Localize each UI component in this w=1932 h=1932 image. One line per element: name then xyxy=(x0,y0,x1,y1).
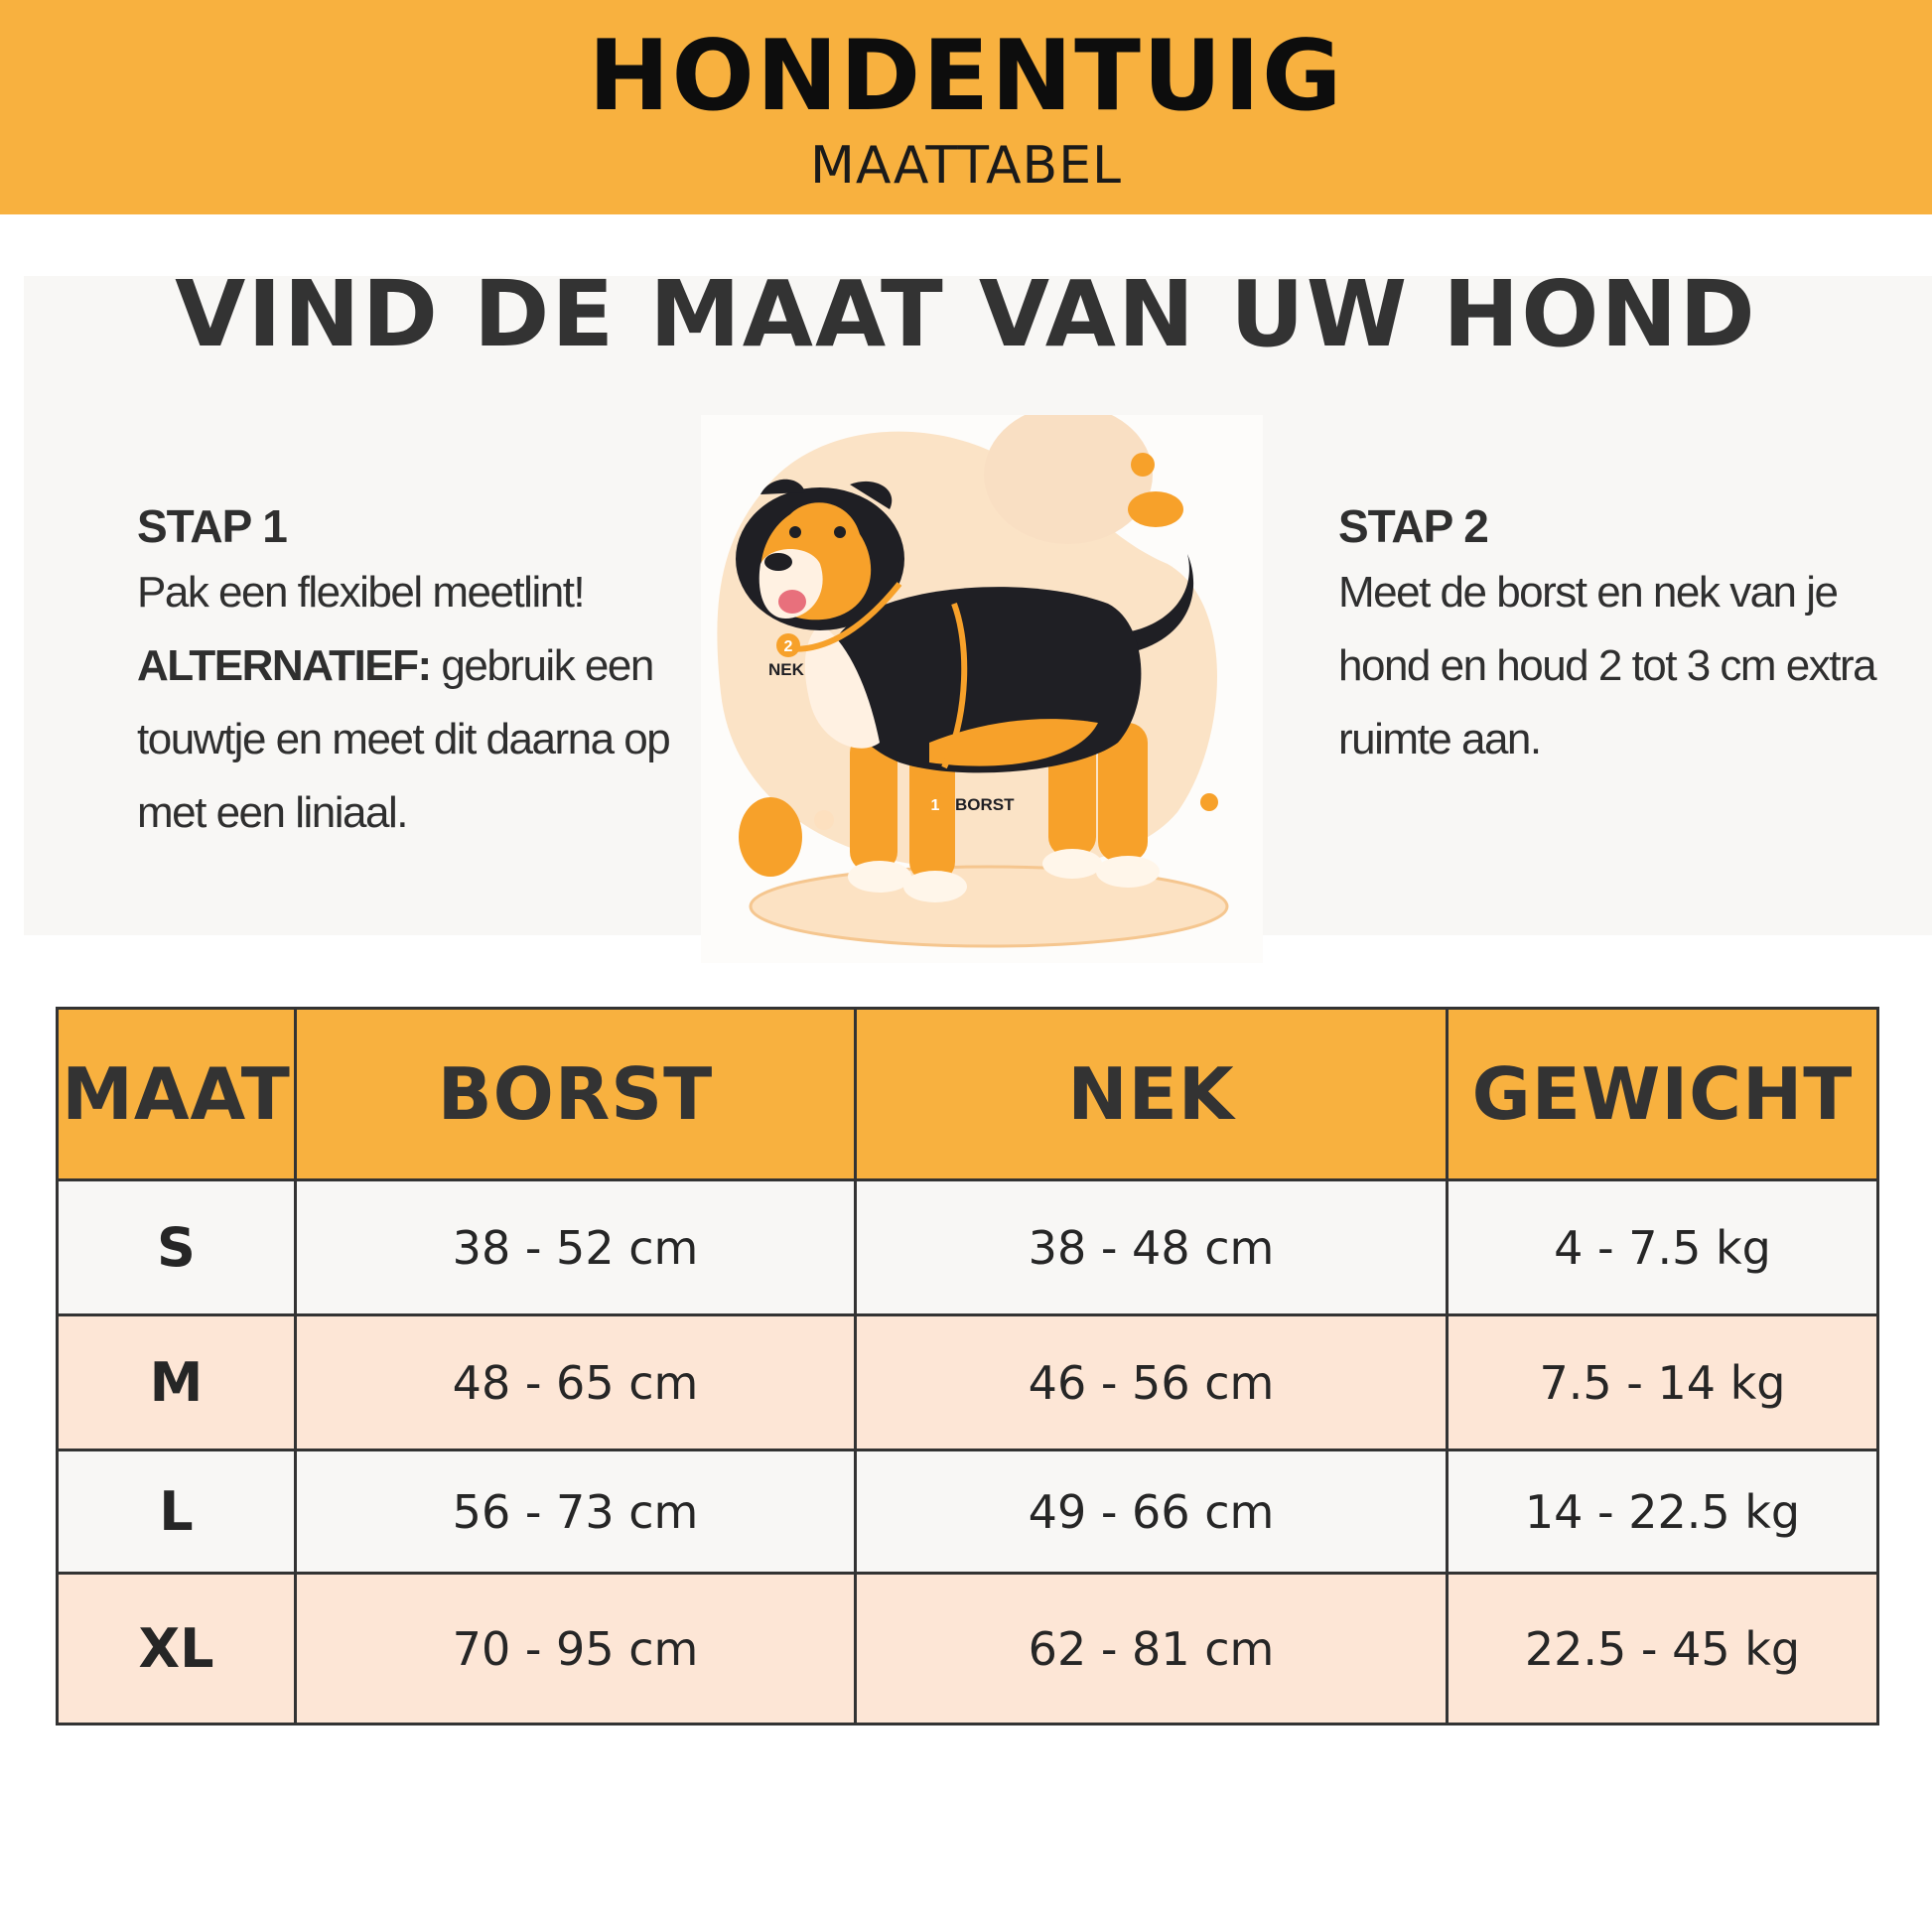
step-1-label: STAP 1 xyxy=(137,500,287,552)
weight-cell: 7.5 - 14 kg xyxy=(1448,1315,1878,1450)
small-dot-right xyxy=(1200,793,1218,811)
step-1 xyxy=(137,496,693,850)
step-2-label: STAP 2 xyxy=(1338,500,1488,552)
step-2-body: Meet de borst en nek van je hond en houd 2 tot 3 cm extra ruimte aan. xyxy=(1338,568,1876,763)
page-subtitle: MAATTABEL xyxy=(809,136,1123,196)
dog-paw xyxy=(903,871,967,902)
weight-cell: 4 - 7.5 kg xyxy=(1448,1180,1878,1315)
size-cell: XL xyxy=(58,1574,296,1725)
chest-cell: 48 - 65 cm xyxy=(296,1315,856,1450)
neck-label: NEK xyxy=(768,660,804,679)
header-banner xyxy=(0,0,1932,214)
neck-cell: 49 - 66 cm xyxy=(856,1450,1448,1574)
dog-eye xyxy=(834,526,846,538)
header-weight: GEWICHT xyxy=(1448,1009,1878,1180)
table-row xyxy=(58,1180,1878,1315)
dog-measurement-illustration xyxy=(701,415,1263,963)
step-1-alt-label: ALTERNATIEF: xyxy=(137,641,431,690)
dog-eye xyxy=(789,526,801,538)
step-2 xyxy=(1338,496,1904,776)
size-table xyxy=(56,1007,1879,1725)
dog-paw xyxy=(1042,849,1102,879)
chest-cell: 38 - 52 cm xyxy=(296,1180,856,1315)
header-chest: BORST xyxy=(296,1009,856,1180)
neck-cell: 46 - 56 cm xyxy=(856,1315,1448,1450)
small-dot xyxy=(814,810,834,830)
dog-paw xyxy=(1096,856,1160,888)
dog-paw xyxy=(848,861,911,893)
neck-cell: 38 - 48 cm xyxy=(856,1180,1448,1315)
size-cell: L xyxy=(58,1450,296,1574)
orange-blob-left xyxy=(739,797,802,877)
header-neck: NEK xyxy=(856,1009,1448,1180)
table-header-row xyxy=(58,1009,1878,1180)
chest-cell: 56 - 73 cm xyxy=(296,1450,856,1574)
table-row xyxy=(58,1450,1878,1574)
step-1-line: Pak een flexibel meetlint! xyxy=(137,568,585,617)
step-1-alt-text: gebruik een touwtje en meet dit daarna op met een liniaal. xyxy=(137,641,670,837)
size-cell: M xyxy=(58,1315,296,1450)
size-cell: S xyxy=(58,1180,296,1315)
neck-cell: 62 - 81 cm xyxy=(856,1574,1448,1725)
page-title: HONDENTUIG xyxy=(588,20,1344,133)
chest-cell: 70 - 95 cm xyxy=(296,1574,856,1725)
section-headline: VIND DE MAAT VAN UW HOND xyxy=(175,261,1757,367)
neck-marker-number: 2 xyxy=(783,638,793,655)
step-1-body xyxy=(137,556,693,850)
dog-nose xyxy=(764,553,792,571)
chest-label: BORST xyxy=(955,795,1015,814)
weight-cell: 14 - 22.5 kg xyxy=(1448,1450,1878,1574)
header-size: MAAT xyxy=(58,1009,296,1180)
orange-dot xyxy=(1131,453,1155,477)
table-row xyxy=(58,1574,1878,1725)
orange-blob xyxy=(1128,491,1183,527)
weight-cell: 22.5 - 45 kg xyxy=(1448,1574,1878,1725)
chest-marker-number: 1 xyxy=(930,797,940,814)
dog-tongue xyxy=(778,590,806,614)
table-row xyxy=(58,1315,1878,1450)
